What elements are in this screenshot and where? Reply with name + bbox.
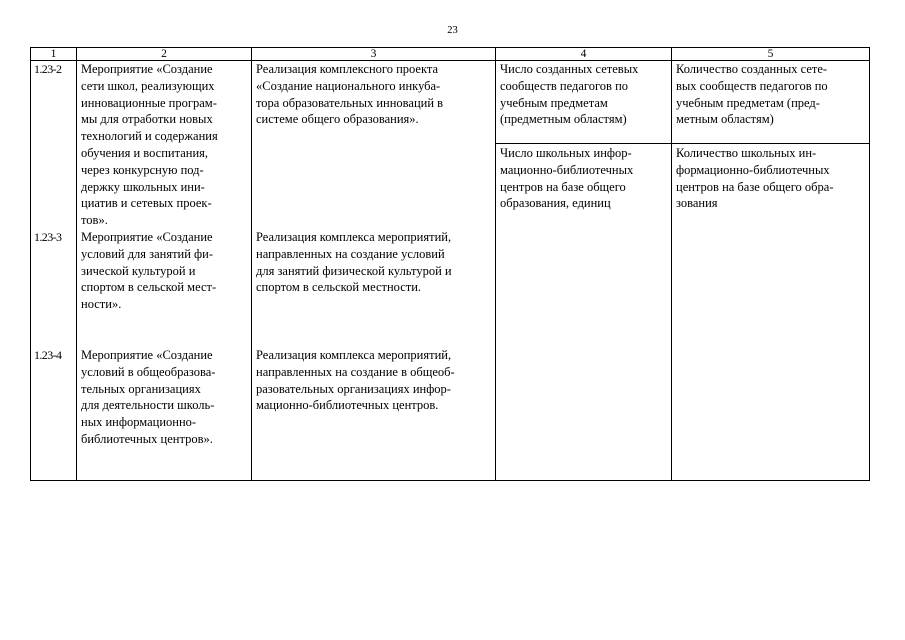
indicator-text: Число созданных сетевых сообществ педагогов по учебным предметам (предметным областям) xyxy=(500,62,639,127)
measure-column xyxy=(672,61,870,481)
measure-text: Количество созданных сете- вых сообществ педагогов по учебным предметам (пред- метным областям) xyxy=(676,62,828,127)
row-number: 1.23-3 xyxy=(34,230,62,244)
implementation-text: Реализация комплекса мероприятий, направленных на создание условий для занятий физической культурой и спортом в сельской местности. xyxy=(256,230,452,295)
implementation-column xyxy=(252,61,496,481)
cell-divider xyxy=(496,143,671,144)
implementation-text: Реализация комплекса мероприятий, направленных на создание в общеоб- разовательных организациях инфор- мационно-библиотечных центров. xyxy=(256,348,455,413)
event-column xyxy=(77,61,252,481)
header-col-4: 4 xyxy=(496,48,672,61)
measure-text: Количество школьных ин- формационно-библиотечных центров на базе общего обра- зования xyxy=(676,146,834,211)
number-column xyxy=(31,61,77,481)
cell-divider xyxy=(672,143,869,144)
row-number: 1.23-4 xyxy=(34,348,62,362)
implementation-text: Реализация комплексного проекта «Создание национального инкуба- тора образовательных инноваций в системе общего образования». xyxy=(256,62,444,127)
event-text: Мероприятие «Создание сети школ, реализующих инновационные програм- мы для отработки новых технологий и содержания обучения и воспитания, через конкурсную под- держку школьных ини- циатив и сетевых проек- тов». xyxy=(81,62,218,228)
indicator-text: Число школьных инфор- мационно-библиотечных центров на базе общего образования, единиц xyxy=(500,146,634,211)
header-col-5: 5 xyxy=(672,48,870,61)
header-col-3: 3 xyxy=(252,48,496,61)
indicator-column xyxy=(496,61,672,481)
header-row xyxy=(31,48,870,61)
measures-table xyxy=(30,47,870,481)
event-text: Мероприятие «Создание условий для занятий фи- зической культурой и спортом в сельской мест- ности». xyxy=(81,230,217,312)
table-body-row xyxy=(31,61,870,481)
header-col-2: 2 xyxy=(77,48,252,61)
row-number: 1.23-2 xyxy=(34,62,62,76)
event-text: Мероприятие «Создание условий в общеобразова- тельных организациях для деятельности школь- ных информационно- библиотечных центров». xyxy=(81,348,216,446)
page-number: 23 xyxy=(447,25,458,36)
header-col-1: 1 xyxy=(31,48,77,61)
